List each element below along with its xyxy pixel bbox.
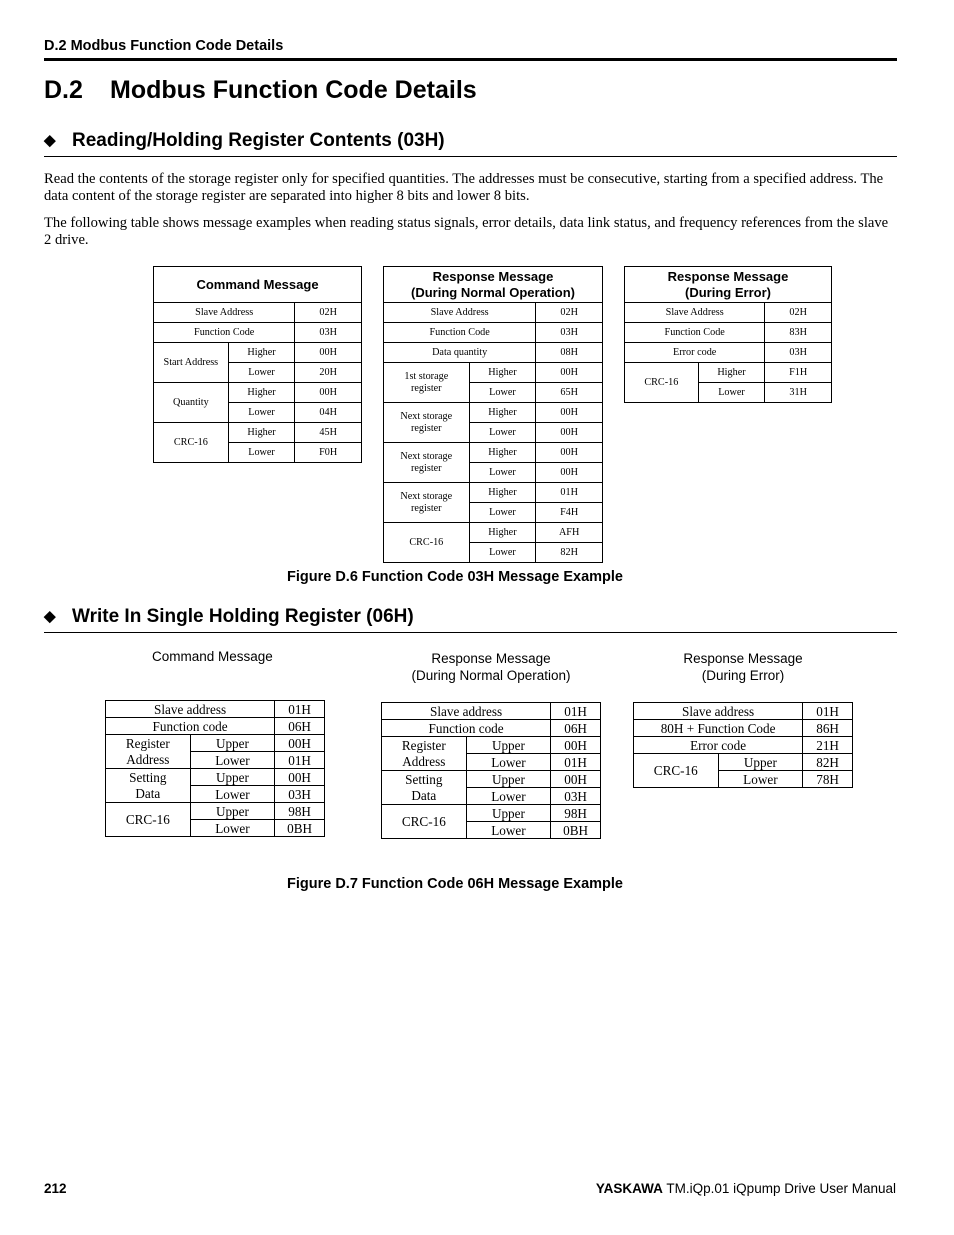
label-line: Data xyxy=(135,785,161,801)
section-rule xyxy=(44,156,897,157)
field-value: 03H xyxy=(536,323,603,343)
byte-label: Higher xyxy=(698,363,765,383)
field-value: 02H xyxy=(536,303,603,323)
field-value: 82H xyxy=(803,754,853,771)
field-label: Slave address xyxy=(382,703,551,720)
field-value: 06H xyxy=(275,718,325,735)
byte-label: Lower xyxy=(469,463,536,483)
field-value: 98H xyxy=(551,805,601,822)
field-value: 01H xyxy=(551,703,601,720)
field-value: 00H xyxy=(295,343,362,363)
byte-label: Lower xyxy=(469,383,536,403)
label-line: Address xyxy=(402,753,446,769)
field-label xyxy=(384,363,470,403)
label-line: register xyxy=(411,422,442,434)
section-rule xyxy=(44,632,897,633)
byte-label: Higher xyxy=(228,423,295,443)
label-line: Data xyxy=(411,787,437,803)
field-label: 80H + Function Code xyxy=(634,720,803,737)
label-line: Response Message xyxy=(683,651,803,666)
byte-label: Upper xyxy=(718,754,803,771)
field-label: Slave address xyxy=(634,703,803,720)
field-value: 00H xyxy=(275,769,325,786)
byte-label: Higher xyxy=(228,343,295,363)
byte-label: Lower xyxy=(469,543,536,563)
field-label: CRC-16 xyxy=(634,754,719,788)
figure-caption-d6: Figure D.6 Function Code 03H Message Example xyxy=(287,569,623,585)
field-label: CRC-16 xyxy=(625,363,699,403)
field-value: 01H xyxy=(803,703,853,720)
field-label xyxy=(384,443,470,483)
byte-label: Lower xyxy=(190,820,275,837)
field-value: 00H xyxy=(536,403,603,423)
field-label xyxy=(382,737,467,771)
byte-label: Lower xyxy=(469,423,536,443)
response-error-label xyxy=(633,651,853,684)
label-line: register xyxy=(411,502,442,514)
field-value: 0BH xyxy=(275,820,325,837)
response-normal-label xyxy=(382,651,600,684)
field-value: 98H xyxy=(275,803,325,820)
command-message-table-03h xyxy=(153,266,362,463)
byte-label: Upper xyxy=(466,771,551,788)
byte-label: Lower xyxy=(190,752,275,769)
label-line: Setting xyxy=(129,769,167,785)
field-label: Function code xyxy=(382,720,551,737)
response-normal-table-06h xyxy=(381,702,601,839)
table-header-line: (During Normal Operation) xyxy=(411,284,575,300)
field-value: 31H xyxy=(765,383,832,403)
field-value: 03H xyxy=(551,788,601,805)
field-value: 00H xyxy=(536,363,603,383)
table-header xyxy=(625,267,832,303)
byte-label: Higher xyxy=(228,383,295,403)
field-label: Function Code xyxy=(625,323,765,343)
field-label: CRC-16 xyxy=(154,423,229,463)
field-label: CRC-16 xyxy=(106,803,191,837)
byte-label: Upper xyxy=(466,737,551,754)
field-label xyxy=(382,771,467,805)
field-value: 02H xyxy=(765,303,832,323)
byte-label: Lower xyxy=(698,383,765,403)
field-value: 83H xyxy=(765,323,832,343)
field-value: F4H xyxy=(536,503,603,523)
section-heading-06h xyxy=(44,606,414,628)
diamond-bullet-icon: ◆ xyxy=(44,608,56,625)
field-value: 00H xyxy=(536,423,603,443)
field-value: 01H xyxy=(275,752,325,769)
field-value: 01H xyxy=(551,754,601,771)
byte-label: Higher xyxy=(469,363,536,383)
header-rule xyxy=(44,58,897,61)
byte-label: Higher xyxy=(469,483,536,503)
label-line: Setting xyxy=(405,771,443,787)
field-value: 00H xyxy=(551,737,601,754)
paragraph: Read the contents of the storage register only for specified quantities. The addresses must be consecutive, starting from a specified address. The data content of the storage register are separated into higher 8 bits and lower 8 bits. xyxy=(44,171,884,204)
byte-label: Upper xyxy=(190,735,275,752)
label-line: Next storage xyxy=(400,490,453,502)
byte-label: Lower xyxy=(228,403,295,423)
field-value: 21H xyxy=(803,737,853,754)
footer-manual-title xyxy=(596,1181,896,1196)
command-message-label: Command Message xyxy=(152,649,273,664)
table-header-line: Response Message xyxy=(432,268,554,284)
section-heading-text: Write In Single Holding Register (06H) xyxy=(72,606,414,627)
field-label: Quantity xyxy=(154,383,229,423)
field-label: CRC-16 xyxy=(384,523,470,563)
paragraph: The following table shows message examples when reading status signals, error details, data link status, and frequency references from the slave 2 drive. xyxy=(44,215,889,248)
table-header xyxy=(384,267,603,303)
response-normal-table-03h xyxy=(383,266,603,563)
label-line: register xyxy=(411,462,442,474)
field-label: Function Code xyxy=(154,323,295,343)
field-value: 00H xyxy=(295,383,362,403)
field-value: 00H xyxy=(551,771,601,788)
page-number: 212 xyxy=(44,1181,67,1196)
field-label: CRC-16 xyxy=(382,805,467,839)
field-value: 03H xyxy=(765,343,832,363)
field-label xyxy=(106,735,191,769)
label-line: Next storage xyxy=(400,410,453,422)
command-message-table-06h xyxy=(105,700,325,837)
field-value: 03H xyxy=(295,323,362,343)
label-line: (During Normal Operation) xyxy=(411,667,571,683)
field-value: 00H xyxy=(536,463,603,483)
field-value: F0H xyxy=(295,443,362,463)
field-label: Slave Address xyxy=(625,303,765,323)
byte-label: Upper xyxy=(466,805,551,822)
label-line: Next storage xyxy=(400,450,453,462)
field-label xyxy=(384,403,470,443)
byte-label: Lower xyxy=(190,786,275,803)
field-label xyxy=(384,483,470,523)
field-value: 00H xyxy=(536,443,603,463)
footer-brand: YASKAWA xyxy=(595,1181,663,1196)
label-line: Response Message xyxy=(431,651,551,666)
field-value: 78H xyxy=(803,771,853,788)
figure-caption-d7: Figure D.7 Function Code 06H Message Example xyxy=(287,876,623,892)
label-line: Register xyxy=(401,737,446,753)
field-label: Error code xyxy=(625,343,765,363)
byte-label: Lower xyxy=(718,771,803,788)
diamond-bullet-icon: ◆ xyxy=(44,132,56,149)
field-value: 01H xyxy=(275,701,325,718)
byte-label: Lower xyxy=(228,443,295,463)
byte-label: Upper xyxy=(190,803,275,820)
field-value: F1H xyxy=(765,363,832,383)
field-value: 82H xyxy=(536,543,603,563)
label-line: 1st storage xyxy=(404,370,449,382)
table-header-line: Response Message xyxy=(667,268,789,284)
field-label: Slave Address xyxy=(384,303,536,323)
section-number: D.2 xyxy=(44,76,83,104)
field-label: Error code xyxy=(634,737,803,754)
field-value: 02H xyxy=(295,303,362,323)
byte-label: Lower xyxy=(466,754,551,771)
byte-label: Higher xyxy=(469,403,536,423)
section-heading-text: Reading/Holding Register Contents (03H) xyxy=(72,130,445,151)
label-line: Address xyxy=(126,751,170,767)
response-error-table-06h xyxy=(633,702,853,788)
byte-label: Lower xyxy=(466,822,551,839)
field-value: 01H xyxy=(536,483,603,503)
field-label: Slave address xyxy=(106,701,275,718)
field-value: 08H xyxy=(536,343,603,363)
field-label: Slave Address xyxy=(154,303,295,323)
field-value: 20H xyxy=(295,363,362,383)
byte-label: Lower xyxy=(469,503,536,523)
field-label: Function Code xyxy=(384,323,536,343)
field-label: Start Address xyxy=(154,343,229,383)
section-title: Modbus Function Code Details xyxy=(110,76,477,104)
field-value: 0BH xyxy=(551,822,601,839)
table-header: Command Message xyxy=(154,267,362,303)
field-value: 86H xyxy=(803,720,853,737)
label-line: register xyxy=(411,382,442,394)
field-value: 04H xyxy=(295,403,362,423)
label-line: (During Error) xyxy=(701,667,785,683)
field-label: Function code xyxy=(106,718,275,735)
response-error-table-03h xyxy=(624,266,832,403)
field-value: AFH xyxy=(536,523,603,543)
label-line: Register xyxy=(125,735,170,751)
byte-label: Lower xyxy=(228,363,295,383)
page-title xyxy=(44,76,477,105)
field-value: 00H xyxy=(275,735,325,752)
field-value: 06H xyxy=(551,720,601,737)
running-header: D.2 Modbus Function Code Details xyxy=(44,38,284,54)
byte-label: Upper xyxy=(190,769,275,786)
table-header-line: (During Error) xyxy=(685,284,771,300)
byte-label: Higher xyxy=(469,443,536,463)
byte-label: Lower xyxy=(466,788,551,805)
field-value: 45H xyxy=(295,423,362,443)
byte-label: Higher xyxy=(469,523,536,543)
section-heading-03h xyxy=(44,130,445,152)
field-label xyxy=(106,769,191,803)
field-value: 03H xyxy=(275,786,325,803)
field-label: Data quantity xyxy=(384,343,536,363)
field-value: 65H xyxy=(536,383,603,403)
footer-manual: TM.iQp.01 iQpump Drive User Manual xyxy=(662,1181,896,1196)
